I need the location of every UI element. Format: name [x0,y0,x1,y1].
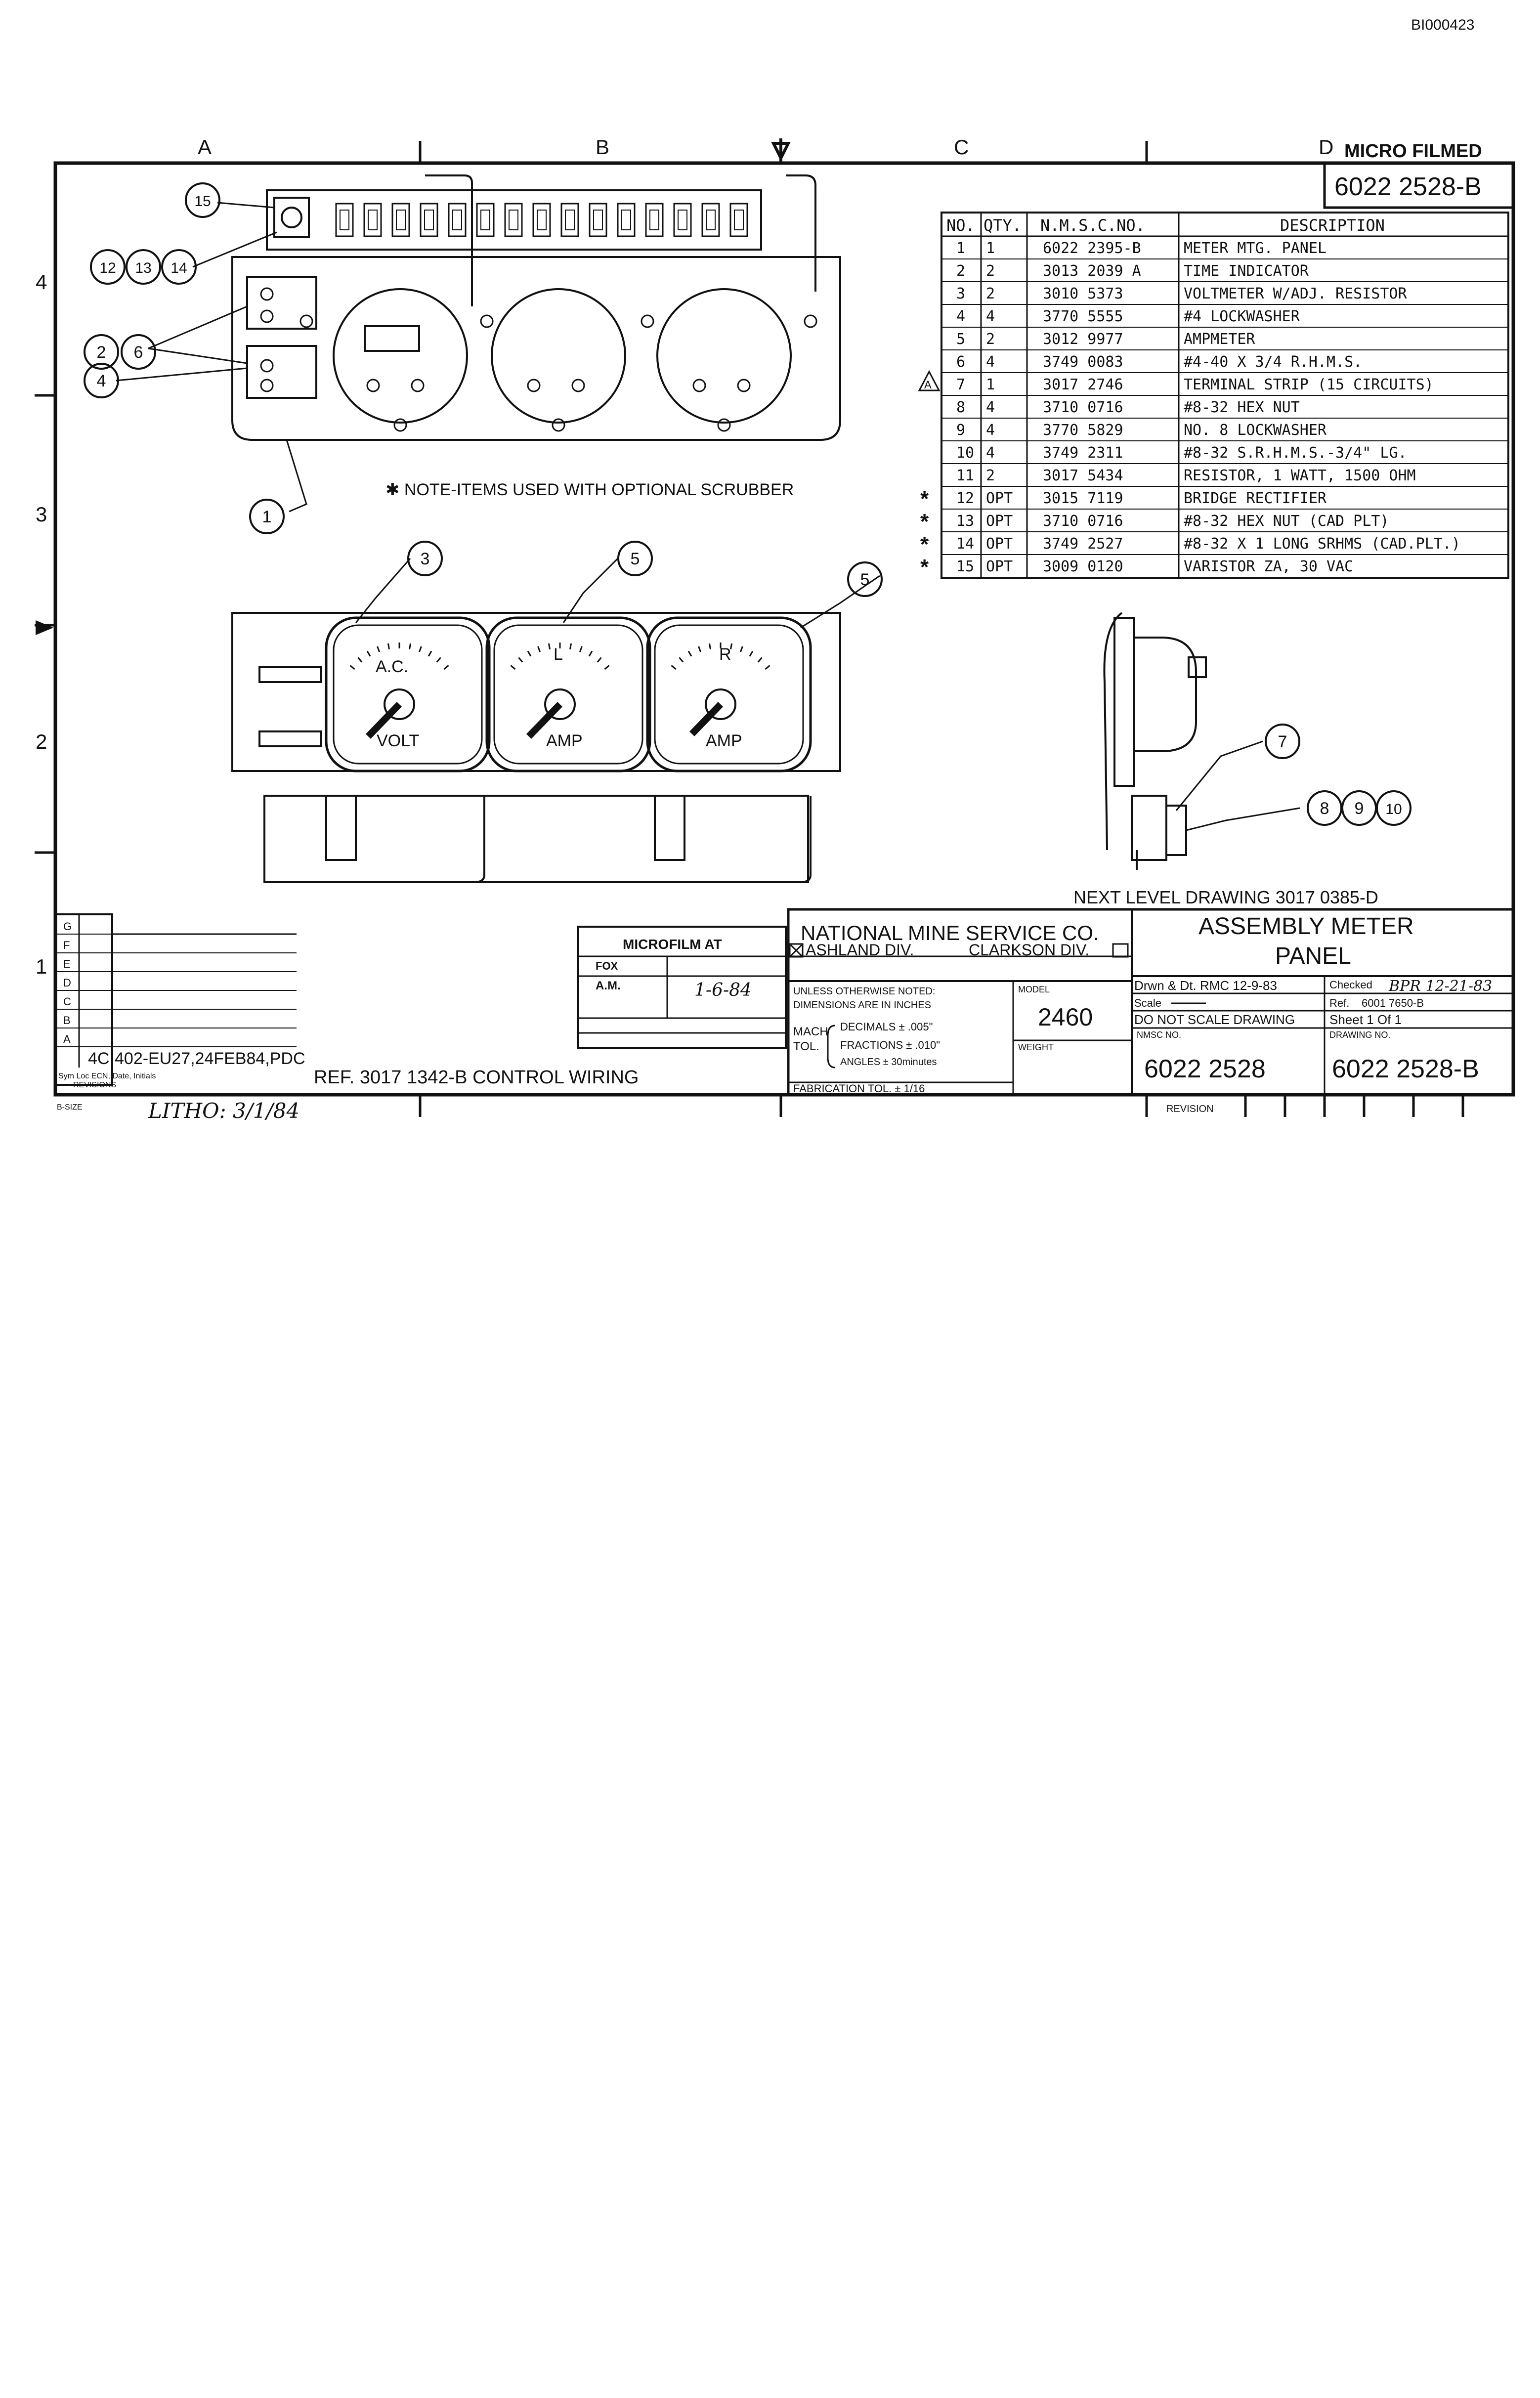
parts-row-description: TERMINAL STRIP (15 CIRCUITS) [1184,376,1434,393]
callout-bubble [618,542,652,575]
company-name: NATIONAL MINE SERVICE CO. [801,921,1099,944]
scale-tick [511,665,515,669]
meter-1-label-top: A.C. [376,657,409,676]
center-arrow-icon [773,138,788,163]
parts-row [956,240,1326,257]
mounting-hole [738,380,750,391]
mounting-hole [805,315,816,327]
parts-row-qty: 2 [986,467,995,484]
optional-scrubber-note: ✱ NOTE-ITEMS USED WITH OPTIONAL SCRUBBER [385,480,794,499]
scale-tick [444,665,448,669]
parts-row-nmsc: 3009 0120 [1043,558,1123,575]
parts-row-no: 11 [956,467,975,484]
callout-number: 3 [420,550,430,568]
clarkson-division: CLARKSON DIV. [969,941,1090,959]
parts-row-qty: 4 [986,422,995,439]
drawn-by: Drwn & Dt. RMC 12-9-83 [1134,978,1277,993]
revision-label: REVISION [1166,1104,1214,1114]
revision-a-entry: 402-EU27,24FEB84,PDC [115,1049,305,1068]
callout-number: 5 [630,550,640,568]
meter-2-label-top: L [554,645,563,664]
tol-label: TOL. [793,1040,819,1053]
meter-1-label-bottom: VOLT [377,731,420,750]
parts-row-nmsc: 3017 2746 [1043,376,1123,393]
scale-tick [409,643,410,649]
scale-tick [528,651,531,656]
callout-number: 5 [860,570,870,589]
parts-row-nmsc: 3015 7119 [1043,490,1123,507]
parts-row-no: 9 [956,422,966,439]
terminal-slot [505,204,522,236]
nmsc-number: 6022 2528 [1144,1055,1266,1083]
zone-row-1: 1 [36,955,47,978]
terminal-slot [590,204,606,236]
optional-item-mark: * [920,487,929,511]
parts-row-qty: OPT [986,535,1013,553]
micro-filmed-stamp: MICRO FILMED [1344,141,1482,162]
revision-block [55,914,305,1089]
terminal-slot [477,204,494,236]
parts-row [956,353,1362,371]
panel-top-view [232,175,840,440]
parts-row-qty: 2 [986,262,995,280]
terminal-slot [364,204,381,236]
fractions-tolerance: FRACTIONS ± .010" [840,1039,941,1051]
parts-row [956,399,1300,416]
scale-tick [580,646,582,652]
parts-row-nmsc: 3749 2311 [1043,444,1123,462]
parts-row-qty: 4 [986,444,995,462]
zone-row-2: 2 [36,730,47,753]
revision-a-symbol: 4C [88,1049,110,1068]
parts-row-nmsc: 3710 0716 [1043,399,1123,416]
scale-tick [598,657,601,662]
mounting-hole [642,315,653,327]
scale-tick [428,651,431,656]
parts-row [956,308,1300,325]
callout-number: 7 [1278,732,1287,751]
parts-row-description: #4-40 X 3/4 R.H.M.S. [1184,353,1363,371]
callout-number: 9 [1354,799,1364,818]
callout-bubble [162,250,196,284]
parts-row-description: METER MTG. PANEL [1184,240,1326,257]
callout-bubble [122,335,155,369]
optional-item-mark: * [920,555,929,579]
model-label: MODEL [1018,985,1050,994]
callout-number: 13 [135,260,152,276]
terminal-slot [392,204,409,236]
callout-number: 1 [262,508,272,526]
revision-footer-label: REVISIONS [73,1081,117,1089]
zone-col-d: D [1319,135,1334,159]
terminal-slot [533,204,550,236]
terminal-slot [336,204,353,236]
parts-row [920,555,1353,579]
scale-label: Scale [1134,997,1162,1009]
parts-row-nmsc: 3710 0716 [1043,513,1123,530]
checked-value: BPR 12-21-83 [1389,978,1493,995]
callout-bubble [408,542,442,575]
parts-row-description: #8-32 HEX NUT [1184,399,1300,416]
callout-bubble [127,250,160,284]
decimals-tolerance: DECIMALS ± .005" [840,1021,933,1033]
parts-row-no: 13 [956,513,975,530]
parts-row-no: 15 [956,558,975,575]
callout-number: 15 [194,193,211,210]
scale-tick [688,651,691,656]
parts-row-nmsc: 3012 9977 [1043,331,1123,348]
parts-row-description: VOLTMETER W/ADJ. RESISTOR [1184,285,1407,302]
parts-row-nmsc: 3770 5829 [1043,422,1123,439]
terminal-slot [449,204,466,236]
scale-tick [538,646,540,652]
parts-row-description: BRIDGE RECTIFIER [1184,490,1326,507]
callout-bubble [91,250,125,284]
scale-tick [570,643,571,649]
scale-tick [378,646,380,652]
parts-row-description: RESISTOR, 1 WATT, 1500 OHM [1184,467,1416,484]
mounting-hole [553,419,564,431]
parts-row-qty: OPT [986,490,1013,507]
parts-header-description: DESCRIPTION [1280,216,1385,235]
parts-row-description: NO. 8 LOCKWASHER [1184,422,1326,439]
model-number: 2460 [1038,1003,1093,1031]
parts-row-no: 10 [956,444,975,462]
parts-row-description: #8-32 X 1 LONG SRHMS (CAD.PLT.) [1184,535,1460,553]
title-block [788,909,1513,1095]
zone-row-4: 4 [36,270,47,294]
scale-tick [358,657,362,662]
revision-letter: F [63,939,70,951]
unless-noted: UNLESS OTHERWISE NOTED: [793,986,936,997]
ashland-division: ASHLAND DIV. [806,941,914,959]
scale-tick [709,643,710,649]
parts-row [956,422,1327,439]
scale-tick [699,646,701,652]
revision-letter: D [63,977,71,989]
parts-row-qty: OPT [986,558,1013,575]
parts-row-no: 5 [956,331,966,348]
mounting-hole [261,310,273,322]
terminal-slot [421,204,437,236]
mounting-hole [367,380,379,391]
mounting-hole [261,380,273,391]
parts-row-description: #8-32 S.R.H.M.S.-3/4" LG. [1184,444,1407,462]
scale-tick [518,657,522,662]
panel-front-view [232,613,840,882]
ref-control-wiring: REF. 3017 1342-B CONTROL WIRING [314,1067,639,1088]
parts-row-nmsc: 3010 5373 [1043,285,1123,302]
callout-bubble [1308,791,1341,825]
meter-2-label-bottom: AMP [546,731,583,750]
scale-tick [419,646,421,652]
parts-row-description: TIME INDICATOR [1184,262,1309,280]
parts-row-description: AMPMETER [1184,331,1255,348]
callout-number: 10 [1385,801,1402,817]
time-indicator-2 [259,731,321,746]
parts-row-nmsc: 3749 2527 [1043,535,1123,553]
parts-row-nmsc: 3770 5555 [1043,308,1123,325]
revision-letter: E [63,958,71,970]
drawing-number: 6022 2528-B [1332,1055,1479,1083]
fabrication-tolerance: FABRICATION TOL. ± 1/16 [793,1082,925,1095]
callout-bubble [1342,791,1376,825]
ref-value: 6001 7650-B [1362,997,1424,1009]
terminal-slot [561,204,578,236]
mach-label: MACH [793,1025,828,1038]
callout-bubble [250,500,284,533]
parts-row-nmsc: 3017 5434 [1043,467,1123,484]
zone-labels [35,135,1333,1117]
scale-tick [765,665,770,669]
terminal-slot [730,204,747,236]
mounting-hole [394,419,406,431]
parts-header-no: NO. [946,216,975,235]
top-drawing-number: 6022 2528-B [1334,172,1482,201]
callout-bubble [848,562,882,596]
scale-tick [750,651,753,656]
parts-row-nmsc: 3749 0083 [1043,353,1123,371]
revision-letter: G [63,920,72,933]
parts-row-qty: OPT [986,513,1013,530]
mounting-hole [412,380,424,391]
angles-tolerance: ANGLES ± 30minutes [840,1057,937,1068]
microfilm-fox: FOX [596,960,618,972]
parts-row [920,532,1460,557]
parts-row-nmsc: 3013 2039 A [1043,262,1141,280]
scale-tick [740,646,742,652]
side-arrow-icon [36,620,53,635]
parts-row-no: 7 [956,376,966,393]
parts-row [956,285,1407,302]
optional-item-mark: * [920,532,929,557]
time-indicator-1 [259,667,321,682]
scale-tick [604,665,609,669]
callout-bubble [186,183,219,217]
optional-item-mark: * [920,510,929,534]
panel-side-view [1104,613,1206,870]
mounting-hole [528,380,540,391]
checked-label: Checked [1329,979,1372,991]
parts-row-description: VARISTOR ZA, 30 VAC [1184,558,1354,575]
mounting-hole [693,380,705,391]
callout-bubble [1377,791,1411,825]
mounting-hole [572,380,584,391]
terminal-slot [646,204,663,236]
scale-tick [388,643,389,649]
rectifier-block [274,198,309,237]
scale-tick [679,657,683,662]
scale-tick [367,651,370,656]
weight-label: WEIGHT [1018,1042,1054,1052]
next-level-drawing: NEXT LEVEL DRAWING 3017 0385-D [1073,887,1378,907]
callout-number: 14 [171,260,187,276]
parts-row-no: 6 [956,353,966,371]
microfilm-am-date: 1-6-84 [694,980,752,1000]
scale-tick [437,657,441,662]
meter-3-label-bottom: AMP [706,731,742,750]
parts-row-no: 1 [956,240,966,257]
parts-row-qty: 2 [986,331,995,348]
drawing-no-label: DRAWING NO. [1329,1030,1391,1040]
parts-row [956,467,1416,484]
parts-row-no: 3 [956,285,966,302]
terminal-slot [702,204,719,236]
scale-tick [350,665,354,669]
scale-tick [549,643,550,649]
parts-row-no: 8 [956,399,966,416]
parts-header-qty: QTY. [984,216,1022,235]
meter-3-label-top: R [719,645,731,664]
callout-number: 8 [1320,799,1329,818]
terminal-slot [618,204,635,236]
revision-mark: A [924,379,932,391]
callout-bubble [1266,725,1299,758]
mounting-hole [718,419,730,431]
sheet-count: Sheet 1 Of 1 [1329,1012,1402,1027]
terminal-slot [674,204,691,236]
scale-tick [730,643,731,649]
parts-row [956,262,1309,280]
parts-row-no: 14 [956,535,975,553]
callout-number: 4 [96,372,106,390]
drawing-title-line-2: PANEL [1275,943,1351,969]
scale-tick [589,651,592,656]
parts-row-no: 4 [956,308,966,325]
dimensions-note: DIMENSIONS ARE IN INCHES [793,1000,931,1011]
microfilm-block [578,927,786,1048]
callout-number: 2 [96,343,106,362]
zone-col-a: A [198,135,212,159]
nmsc-no-label: NMSC NO. [1137,1030,1181,1040]
doc-reference: BI000423 [1411,17,1475,33]
callout-number: 12 [99,260,116,276]
parts-row [956,444,1407,462]
parts-row-qty: 1 [986,240,995,257]
parts-row-no: 2 [956,262,966,280]
revision-footer: Sym Loc ECN, Date, Initials [58,1072,156,1080]
revision-letter: C [63,995,71,1008]
microfilm-title: MICROFILM AT [623,937,722,952]
mounting-hole [300,315,312,327]
ref-label: Ref. [1329,997,1350,1009]
revision-letter: A [63,1033,71,1045]
scale-tick [671,665,676,669]
parts-row-qty: 2 [986,285,995,302]
parts-row [920,510,1389,534]
parts-row-qty: 1 [986,376,995,393]
do-not-scale: DO NOT SCALE DRAWING [1134,1012,1295,1027]
parts-row-no: 12 [956,490,975,507]
parts-row-qty: 4 [986,308,995,325]
parts-row-description: #4 LOCKWASHER [1184,308,1300,325]
scale-tick [758,657,762,662]
microfilm-am: A.M. [596,979,621,992]
mounting-hole [481,315,493,327]
callout-number: 6 [133,343,143,362]
zone-col-c: C [954,135,969,159]
parts-row-qty: 4 [986,399,995,416]
b-size-label: B-SIZE [57,1103,83,1112]
parts-row-nmsc: 6022 2395-B [1043,240,1141,257]
mounting-hole [261,288,273,300]
parts-table [920,213,1508,579]
parts-header-nmsc: N.M.S.C.NO. [1040,216,1145,235]
zone-row-3: 3 [36,503,47,526]
mounting-hole [261,360,273,372]
drawing-title-line-1: ASSEMBLY METER [1198,913,1414,940]
parts-row-description: #8-32 HEX NUT (CAD PLT) [1184,513,1389,530]
revision-letter: B [63,1014,71,1027]
parts-row [956,331,1255,348]
litho-date: LITHO: 3/1/84 [148,1099,300,1123]
zone-col-b: B [596,135,610,159]
parts-row-qty: 4 [986,353,995,371]
